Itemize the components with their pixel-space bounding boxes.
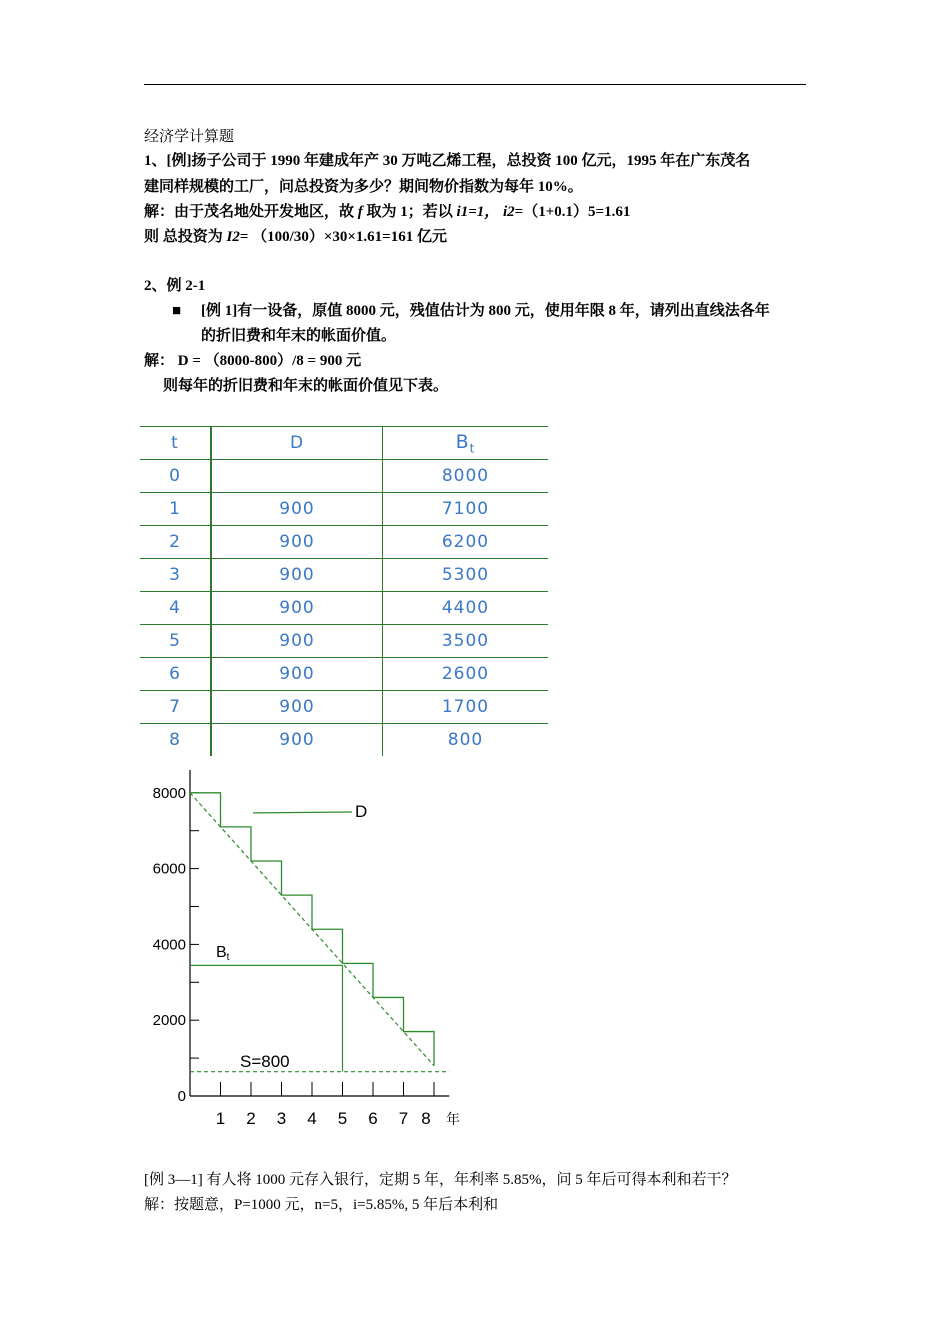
x-ticks [216, 1082, 460, 1128]
header-d: D [211, 427, 383, 460]
table-row: 7 900 1700 [140, 691, 548, 724]
bullet-icon: ■ [172, 303, 182, 319]
label-bt: Bt [216, 944, 230, 963]
y-tick-label: 2000 [152, 1012, 186, 1030]
x-tick-label: 6 [368, 1109, 378, 1128]
depreciation-table [140, 426, 548, 756]
y-tick-label: 8000 [152, 784, 186, 802]
example2-question-line1: [例 1]有一设备，原值 8000 元，残值估计为 800 元，使用年限 8 年，请列出直线法各年 [201, 303, 770, 319]
example2-title: 2、例 2-1 [144, 278, 206, 294]
x-tick-label: 1 [215, 1109, 226, 1128]
table-row: 8 900 800 [140, 724, 548, 757]
table-row: 2 900 6200 [140, 526, 548, 559]
example3-line2: 解：按题意，P=1000 元，n=5，i=5.85%, 5 年后本利和 [144, 1197, 499, 1213]
table-row: 3 900 5300 [140, 559, 548, 592]
x-tick-label: 5 [337, 1109, 348, 1128]
chart-axes [190, 770, 449, 1096]
table-row: 5 900 3500 [140, 625, 548, 658]
heading: 经济学计算题 [144, 129, 235, 145]
example2-note: 则每年的折旧费和年末的帐面价值见下表。 [163, 378, 449, 394]
label-salvage: S=800 [240, 1052, 290, 1071]
x-unit-label: 年 [446, 1111, 460, 1127]
header-t: t [140, 427, 211, 460]
y-tick-label: 4000 [152, 936, 186, 954]
header-rule [144, 84, 806, 85]
example2-question-line2: 的折旧费和年末的帐面价值。 [201, 328, 397, 344]
x-tick-label: 8 [421, 1109, 431, 1128]
header-bt: $B_t$ [383, 427, 549, 460]
example1-solution: 解：由于茂名地处开发地区，故 f 取为 1；若以 i1=1， i2=（1+0.1）5=1.61 [144, 204, 631, 220]
table-header-row [140, 427, 548, 460]
y-tick-label: 6000 [152, 860, 186, 878]
example2-solution: 解： D = （8000-800）/8 = 900 元 [144, 353, 362, 369]
example1-line1: 1、[例]扬子公司于 1990 年建成年产 30 万吨乙烯工程，总投资 100 亿元，1995 年在广东茂名 [144, 153, 751, 169]
x-tick-label: 3 [276, 1109, 287, 1128]
example1-total: 则 总投资为 I2= （100/30）×30×1.61=161 亿元 [144, 229, 447, 245]
x-tick-label: 4 [307, 1109, 317, 1128]
table-row: 6 900 2600 [140, 658, 548, 691]
example1-line2: 建同样规模的工厂，问总投资为多少？期间物价指数为每年 10%。 [144, 179, 583, 195]
table-row: 0 8000 [140, 460, 548, 493]
chart-marks [190, 793, 449, 1072]
table-row: 4 900 4400 [140, 592, 548, 625]
depreciation-chart [140, 765, 470, 1135]
y-ticks [153, 785, 199, 1105]
x-tick-label: 7 [398, 1109, 409, 1128]
d-pointer [253, 812, 352, 813]
x-tick-label: 2 [246, 1109, 256, 1128]
example3-line1: [例 3—1] 有人将 1000 元存入银行，定期 5 年，年利率 5.85%，问 5 年后可得本利和若干？ [144, 1172, 737, 1188]
table-row: 1 900 7100 [140, 493, 548, 526]
y-tick-label: 0 [177, 1088, 186, 1105]
label-d: D [355, 802, 368, 821]
